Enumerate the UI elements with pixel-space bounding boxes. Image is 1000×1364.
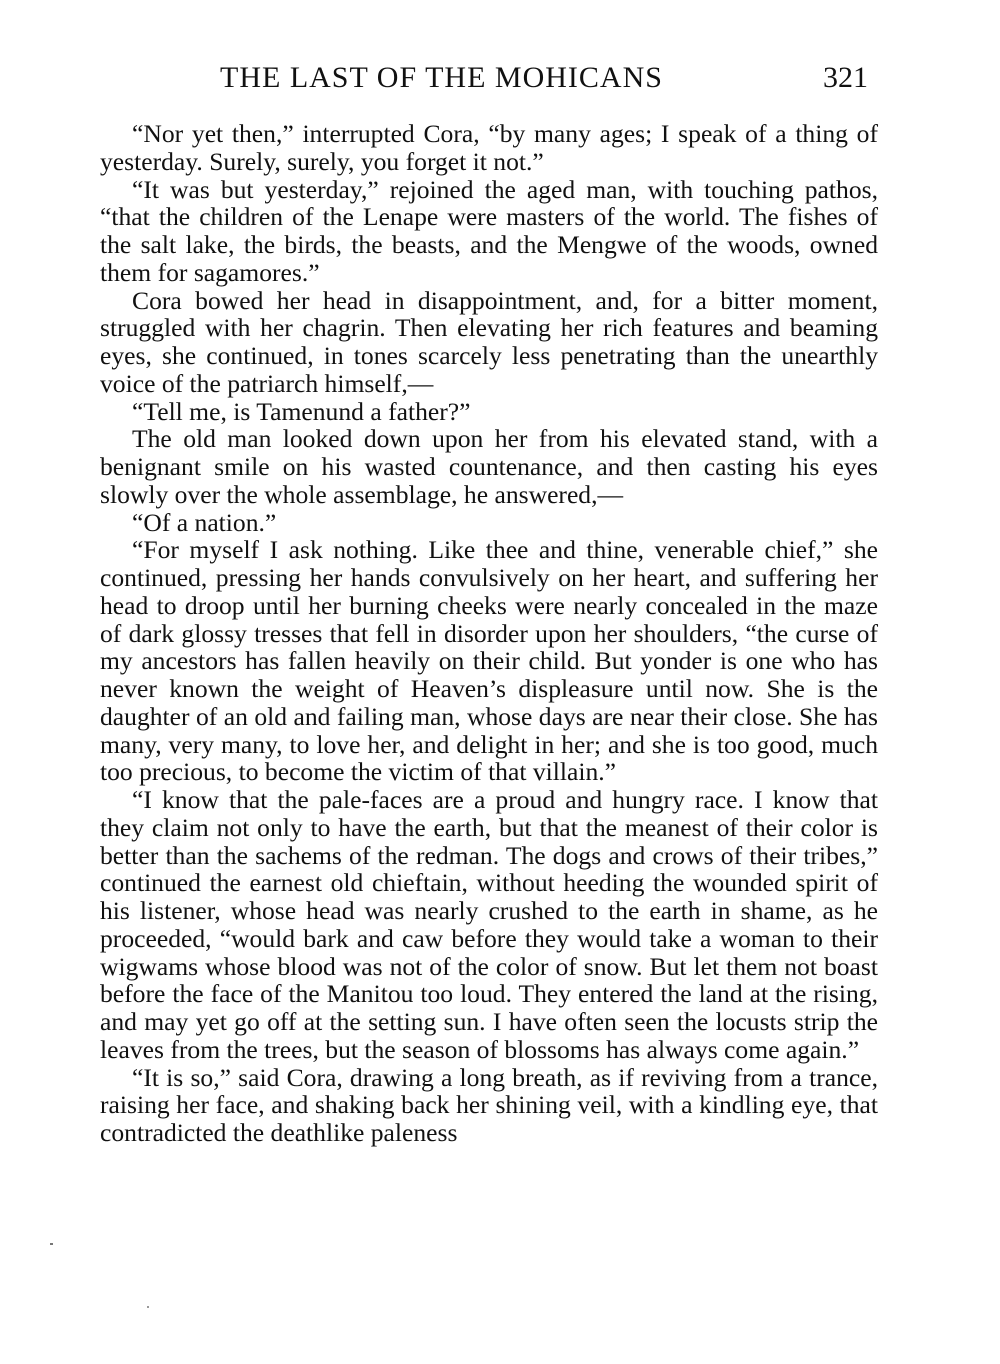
book-page [100, 58, 878, 1147]
paragraph: “Nor yet then,” interrupted Cora, “by many ages; I speak of a thing of yesterday. Surely, surely, you forget it not.” [100, 119, 878, 176]
paragraph: “Of a nation.” [132, 507, 277, 537]
paragraph: “For myself I ask nothing. Like thee and thine, venerable chief,” she continued, pressing her hands convulsively on her heart, and suffering her head to droop until her burning cheeks were nearly concealed in the maze of dark glossy tresses that fell in disorder upon her shoulders, “the curse of my ancestors has fallen heavily on their child. But yonder is one who has never known the weight of Heaven’s displeasure until now. She is the daughter of an old and failing man, whose days are near their close. She has many, very many, to love her, and delight in her; and she is too good, much too precious, to become the victim of that villain.” [100, 535, 878, 787]
running-header [100, 58, 878, 98]
scan-speck [50, 1243, 53, 1245]
paragraph: The old man looked down upon her from his elevated stand, with a benignant smile on his wasted countenance, and then casting his eyes slowly over the whole assemblage, he answered,— [100, 424, 878, 509]
paragraph: Cora bowed her head in disappointment, and, for a bitter moment, struggled with her chagrin. Then elevating her rich features and beaming eyes, she continued, in tones scarcely less penetrating than the unearthly voice of the patriarch himself,— [100, 285, 878, 398]
page-body [100, 120, 878, 1147]
running-title: THE LAST OF THE MOHICANS [220, 61, 663, 94]
paragraph: “I know that the pale-faces are a proud and hungry race. I know that they claim not only to have the earth, but that the meanest of their color is better than the sachems of the redman. The dogs and crows of their tribes,” continued the earnest old chieftain, without heeding the wounded spirit of his listener, whose head was nearly crushed to the earth in shame, as he proceeded, “would bark and caw before they would take a woman to their wigwams whose blood was not of the color of snow. But let them not boast before the face of the Manitou too loud. They entered the land at the rising, and may yet go off at the setting sun. I have often seen the locusts strip the leaves from the trees, but the season of blossoms has always come again.” [100, 785, 878, 1064]
paragraph: “It is so,” said Cora, drawing a long breath, as if reviving from a trance, raising her face, and shaking back her shining veil, with a kindling eye, that contradicted the deathlike paleness [100, 1062, 878, 1147]
page-number: 321 [823, 61, 868, 94]
scan-speck [147, 1306, 149, 1308]
paragraph: “Tell me, is Tamenund a father?” [132, 396, 471, 426]
paragraph: “It was but yesterday,” rejoined the aged man, with touching pathos, “that the children of the Lenape were masters of the world. The fishes of the salt lake, the birds, the beasts, and the Mengwe of the woods, owned them for sagamores.” [100, 174, 878, 287]
